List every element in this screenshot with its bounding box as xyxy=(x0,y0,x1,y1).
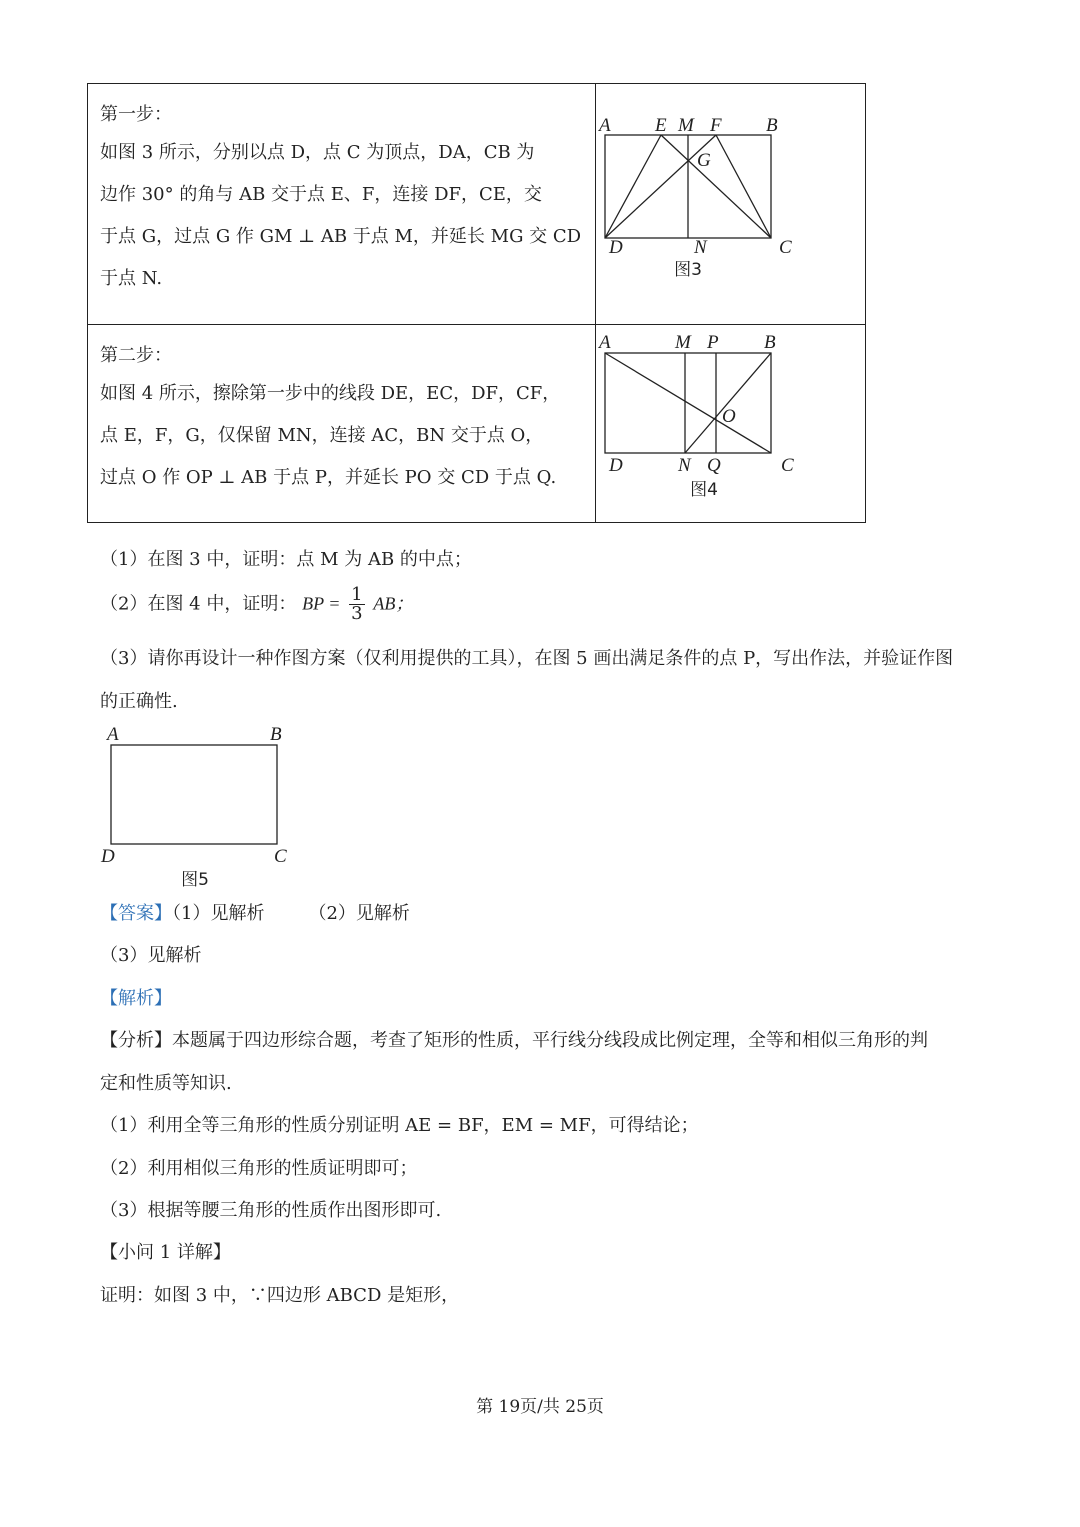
step1-line: 于点 N. xyxy=(100,268,163,289)
fig5-caption: 图5 xyxy=(181,870,209,890)
figure-4 xyxy=(596,325,865,508)
fig4-label-M: M xyxy=(675,332,691,353)
analysis-tag: 【解析】 xyxy=(100,988,172,1009)
fig3-label-B: B xyxy=(766,115,778,136)
fig4-label-A: A xyxy=(599,332,611,353)
proof-line: 证明：如图 3 中，∵四边形 ABCD 是矩形， xyxy=(100,1285,460,1306)
steps-table xyxy=(87,83,866,523)
fig4-label-P: P xyxy=(707,332,719,353)
page-footer: 第 19页/共 25页 xyxy=(476,1397,604,1417)
answer-2: （2）见解析 xyxy=(308,903,410,924)
fig5-label-D: D xyxy=(101,846,115,867)
fig3-segment-DE xyxy=(605,135,661,238)
figure-3-cell xyxy=(596,84,866,325)
question-3-line1: （3）请你再设计一种作图方案（仅利用提供的工具），在图 5 画出满足条件的点 P，写出作法，并验证作图 xyxy=(100,648,954,669)
fig4-segment-AC xyxy=(605,353,771,453)
analysis-step-3: （3）根据等腰三角形的性质作出图形即可. xyxy=(100,1200,442,1221)
fig4-caption: 图4 xyxy=(690,480,718,500)
fig3-segment-CF xyxy=(716,135,771,238)
step1-line: 如图 3 所示，分别以点 D，点 C 为顶点，DA，CB 为 xyxy=(100,142,535,163)
figure-4-cell xyxy=(596,325,866,523)
detail-heading: 【小问 1 详解】 xyxy=(100,1242,231,1263)
answer-tag: 【答案】 xyxy=(100,903,172,924)
step2-line: 点 E，F，G，仅保留 MN，连接 AC，BN 交于点 O， xyxy=(100,425,544,446)
figure-5 xyxy=(95,722,305,892)
question-3-line2: 的正确性. xyxy=(100,691,178,712)
fig3-segment-CE xyxy=(661,135,771,238)
fig5-label-C: C xyxy=(274,846,287,867)
analysis-summary-line2: 定和性质等知识. xyxy=(100,1073,232,1094)
answer-3: （3）见解析 xyxy=(100,945,202,966)
fig3-label-M: M xyxy=(678,115,694,136)
fig3-label-F: F xyxy=(710,115,722,136)
fig3-label-A: A xyxy=(599,115,611,136)
figure-3 xyxy=(596,84,865,310)
step2-heading: 第二步： xyxy=(100,345,172,366)
fig4-label-Q: Q xyxy=(707,455,721,476)
fig3-label-G: G xyxy=(697,150,711,171)
answer-line xyxy=(100,902,410,926)
fig3-label-N: N xyxy=(694,237,707,258)
step1-text xyxy=(88,84,596,325)
fig3-label-D: D xyxy=(609,237,623,258)
fraction-one-third xyxy=(349,586,364,623)
step2-line: 如图 4 所示，擦除第一步中的线段 DE，EC，DF，CF， xyxy=(100,383,561,404)
step1-line: 边作 30° 的角与 AB 交于点 E、F，连接 DF，CE，交 xyxy=(100,184,542,205)
fig3-label-E: E xyxy=(655,115,667,136)
analysis-step-1: （1）利用全等三角形的性质分别证明 AE = BF，EM = MF，可得结论； xyxy=(100,1115,699,1136)
question-1: （1）在图 3 中，证明：点 M 为 AB 的中点； xyxy=(100,549,472,570)
answer-1: （1）见解析 xyxy=(172,903,265,924)
fig4-label-N: N xyxy=(678,455,691,476)
fig4-label-O: O xyxy=(722,406,736,427)
question-2-lhs: BP = xyxy=(302,593,341,614)
step1-heading: 第一步： xyxy=(100,104,172,125)
step1-line: 于点 G，过点 G 作 GM ⊥ AB 于点 M，并延长 MG 交 CD xyxy=(100,226,582,247)
fig4-label-C: C xyxy=(781,455,794,476)
fig3-caption: 图3 xyxy=(674,260,702,280)
fraction-numerator: 1 xyxy=(351,584,363,605)
fraction-denominator: 3 xyxy=(351,603,363,624)
step2-text xyxy=(88,325,596,523)
fig5-rectangle xyxy=(111,745,277,844)
fig4-label-D: D xyxy=(609,455,623,476)
step2-line: 过点 O 作 OP ⊥ AB 于点 P，并延长 PO 交 CD 于点 Q. xyxy=(100,467,557,488)
question-2-rhs: AB； xyxy=(373,593,414,614)
question-2 xyxy=(100,586,413,623)
fig4-segment-BN xyxy=(685,353,771,453)
fig5-label-A: A xyxy=(107,724,119,745)
fig3-label-C: C xyxy=(779,237,792,258)
analysis-step-2: （2）利用相似三角形的性质证明即可； xyxy=(100,1158,418,1179)
analysis-summary-line1: 【分析】本题属于四边形综合题，考查了矩形的性质，平行线分线段成比例定理，全等和相似三角形的判 xyxy=(100,1030,928,1051)
fig4-label-B: B xyxy=(764,332,776,353)
fig5-label-B: B xyxy=(270,724,282,745)
question-2-prefix: （2）在图 4 中，证明： xyxy=(100,593,297,615)
